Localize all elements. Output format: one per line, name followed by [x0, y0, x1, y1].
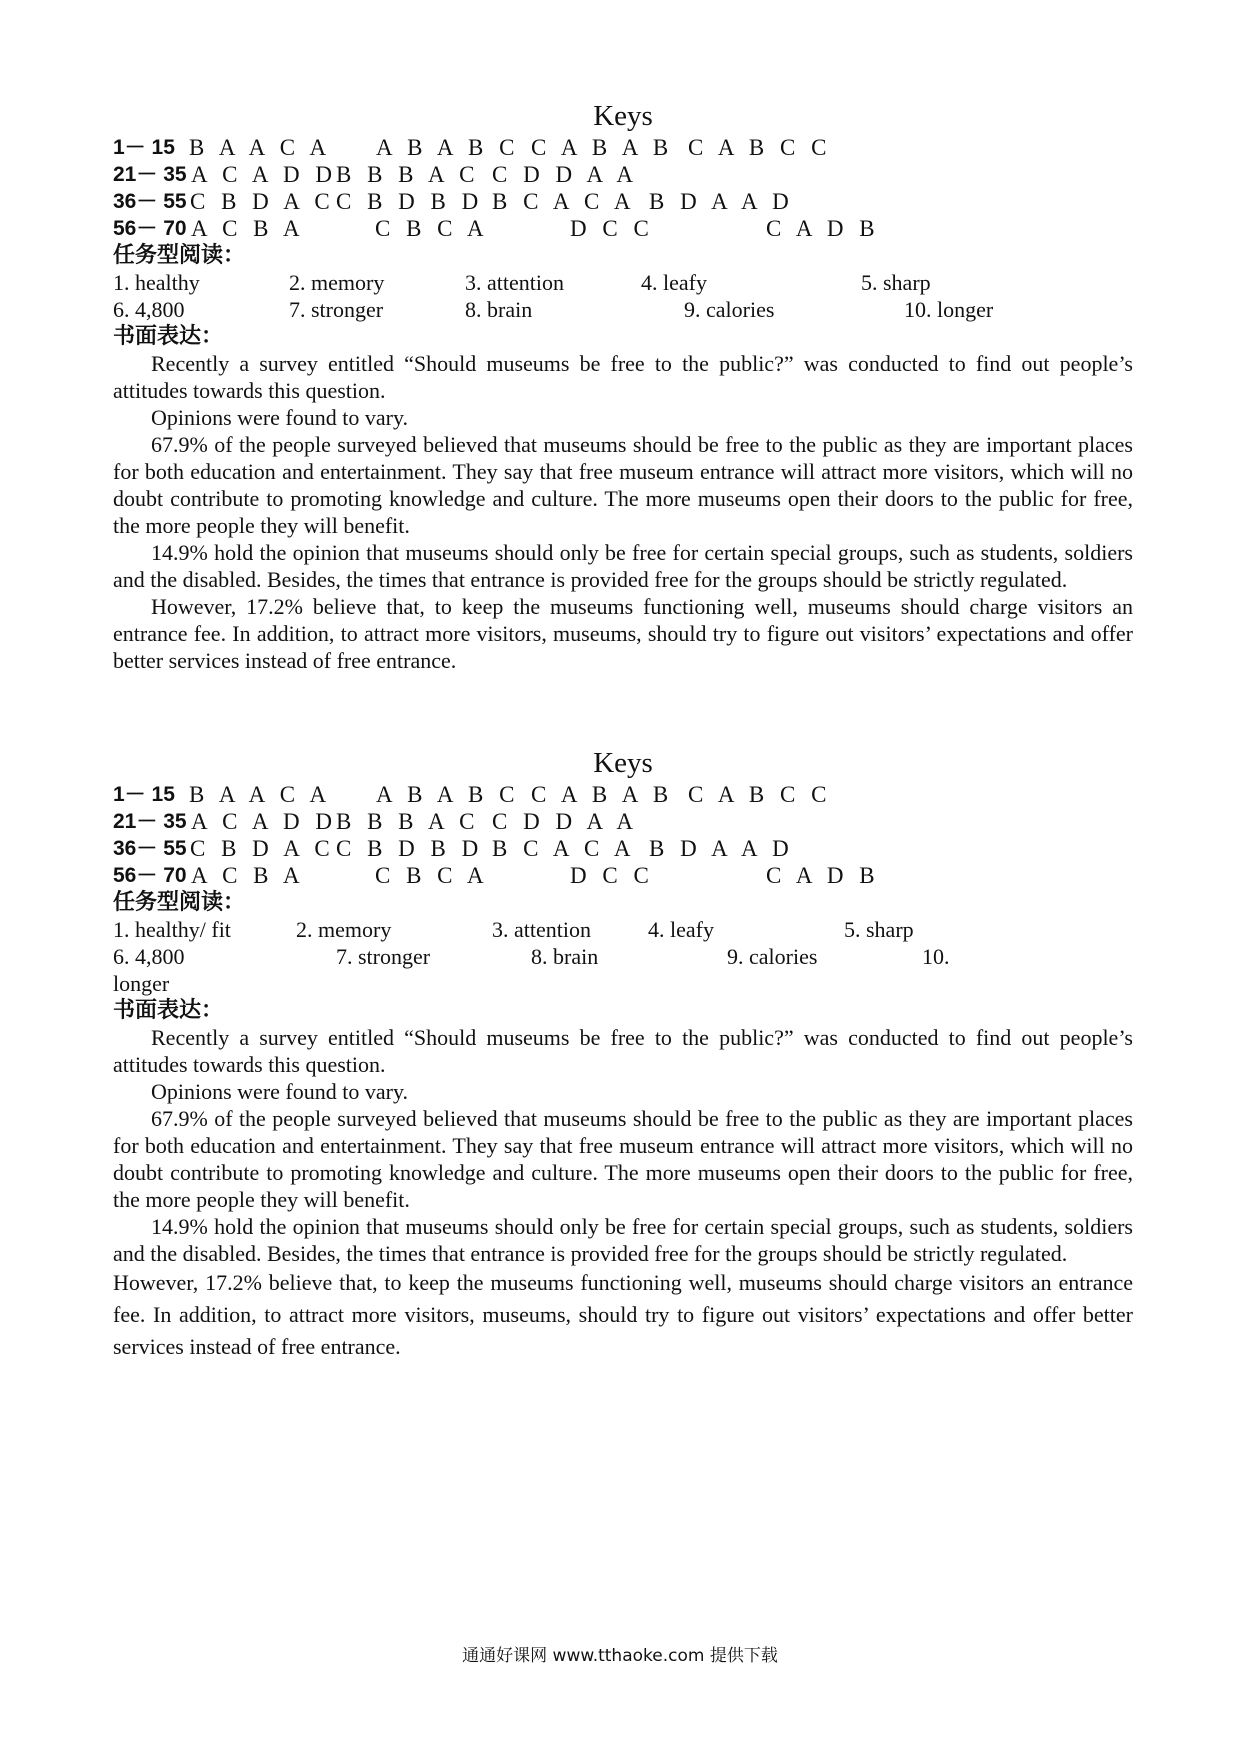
key-group: C D D A A [492, 162, 638, 187]
answer-key-section-2 [113, 745, 1133, 1363]
answer-item: 1. healthy [113, 270, 200, 295]
answer-item: 8. brain [531, 944, 599, 969]
writing-heading: 书面表达： [113, 324, 224, 349]
key-group: A B A B C [376, 135, 520, 160]
essay-paragraph: However, 17.2% believe that, to keep the museums functioning well, museums should charge visitors an entrance fee. In addition, to attract more visitors, museums, should try to figure out visitors’ expectations and offer better services instead of free entrance. [113, 1270, 1133, 1359]
key-group: C D D A A [492, 809, 638, 834]
page-footer: 通通好课网 www.tthaoke.com 提供下载 [462, 1646, 778, 1666]
key-range: 1－ 15 [113, 136, 175, 159]
key-range: 21－ 35 [113, 163, 187, 186]
key-group: C B C A [375, 216, 489, 241]
answer-item: 2. memory [289, 270, 385, 295]
answer-item: 8. brain [465, 297, 533, 322]
answers-row [113, 269, 1133, 296]
answer-item: 3. attention [492, 917, 591, 942]
key-group: C B D A C [190, 836, 335, 861]
key-group: B A A C A [189, 135, 332, 160]
key-group: C A D B [766, 216, 880, 241]
key-group: C B D B D [336, 836, 484, 861]
answers-row [113, 943, 1133, 970]
key-group: A B A B C [376, 782, 520, 807]
key-range: 36－ 55 [113, 837, 187, 860]
key-group: A C A D D [191, 809, 337, 834]
essay-paragraph: Opinions were found to vary. [151, 1079, 409, 1104]
answer-item: 1. healthy/ fit [113, 917, 231, 942]
answer-item: 6. 4,800 [113, 297, 185, 322]
answer-item: 6. 4,800 [113, 944, 185, 969]
key-group: C B D B D [336, 189, 484, 214]
key-group: B A A C A [189, 782, 332, 807]
answer-item: 9. calories [727, 944, 818, 969]
key-row-36-55 [113, 835, 1133, 862]
answer-item: 4. leafy [641, 270, 707, 295]
key-group: B C A C A [492, 836, 636, 861]
key-range: 56－ 70 [113, 217, 187, 240]
key-row-1-15 [113, 781, 1133, 808]
key-group: C B C A [375, 863, 489, 888]
key-group: C A B C C [688, 135, 832, 160]
answer-item: 9. calories [684, 297, 775, 322]
keys-title: Keys [593, 100, 653, 132]
answer-item: 7. stronger [336, 944, 431, 969]
answer-item: 10. [922, 944, 950, 969]
key-group: B D A A D [649, 189, 794, 214]
key-row-21-35 [113, 161, 1133, 188]
answer-item: 4. leafy [648, 917, 714, 942]
answer-item: 7. stronger [289, 297, 384, 322]
key-range: 21－ 35 [113, 810, 187, 833]
key-group: C A B C C [688, 782, 832, 807]
key-group: B D A A D [649, 836, 794, 861]
essay-paragraph: 14.9% hold the opinion that museums should only be free for certain special groups, such as students, soldiers and the disabled. Besides, the times that entrance is provided free for the groups should be strictly regulated. [113, 1214, 1133, 1266]
key-group: B B B A C [336, 162, 480, 187]
essay-paragraph: 67.9% of the people surveyed believed that museums should be free to the public as they are important places for both education and entertainment. They say that free museum entrance will attract more visitors, which will no doubt contribute to promoting knowledge and culture. The more museums open their doors to the public for free, the more people they will benefit. [113, 432, 1133, 538]
key-row-56-70 [113, 862, 1133, 889]
answer-item: 3. attention [465, 270, 564, 295]
task-reading-heading: 任务型阅读： [113, 890, 246, 915]
key-row-36-55 [113, 188, 1133, 215]
key-range: 36－ 55 [113, 190, 187, 213]
answer-item: 2. memory [296, 917, 392, 942]
essay-paragraph: However, 17.2% believe that, to keep the museums functioning well, museums should charge visitors an entrance fee. In addition, to attract more visitors, museums, should try to figure out visitors’ expectations and offer better services instead of free entrance. [113, 594, 1133, 673]
key-group: A C B A [191, 216, 305, 241]
key-group: A C A D D [191, 162, 337, 187]
essay-paragraph: Recently a survey entitled “Should museums be free to the public?” was conducted to find out people’s attitudes towards this question. [113, 351, 1133, 403]
task-reading-heading: 任务型阅读： [113, 243, 246, 268]
essay-text [113, 1024, 1133, 1363]
key-row-1-15 [113, 134, 1133, 161]
essay-paragraph: Opinions were found to vary. [151, 405, 409, 430]
key-row-21-35 [113, 808, 1133, 835]
essay-text [113, 350, 1133, 674]
essay-paragraph: 67.9% of the people surveyed believed that museums should be free to the public as they are important places for both education and entertainment. They say that free museum entrance will attract more visitors, which will no doubt contribute to promoting knowledge and culture. The more museums open their doors to the public for free, the more people they will benefit. [113, 1106, 1133, 1212]
writing-heading: 书面表达： [113, 998, 224, 1023]
key-group: C B D A C [190, 189, 335, 214]
key-range: 56－ 70 [113, 864, 187, 887]
key-group: D C C [570, 216, 654, 241]
key-group: C A B A B [531, 782, 674, 807]
key-group: B C A C A [492, 189, 636, 214]
key-group: A C B A [191, 863, 305, 888]
essay-paragraph: Recently a survey entitled “Should museums be free to the public?” was conducted to find out people’s attitudes towards this question. [113, 1025, 1133, 1077]
key-range: 1－ 15 [113, 783, 175, 806]
key-group: C A B A B [531, 135, 674, 160]
key-group: D C C [570, 863, 654, 888]
answer-item: 5. sharp [861, 270, 931, 295]
keys-title: Keys [593, 747, 653, 779]
answer-item: 5. sharp [844, 917, 914, 942]
answer-item: 10. longer [904, 297, 994, 322]
essay-paragraph: 14.9% hold the opinion that museums should only be free for certain special groups, such as students, soldiers and the disabled. Besides, the times that entrance is provided free for the groups should be strictly regulated. [113, 540, 1133, 592]
key-group: B B B A C [336, 809, 480, 834]
key-group: C A D B [766, 863, 880, 888]
answers-row-wrap [113, 970, 1133, 997]
key-row-56-70 [113, 215, 1133, 242]
answer-item-wrap: longer [113, 971, 170, 996]
answers-row [113, 296, 1133, 323]
answers-row [113, 916, 1133, 943]
answer-key-section-1 [113, 98, 1133, 674]
